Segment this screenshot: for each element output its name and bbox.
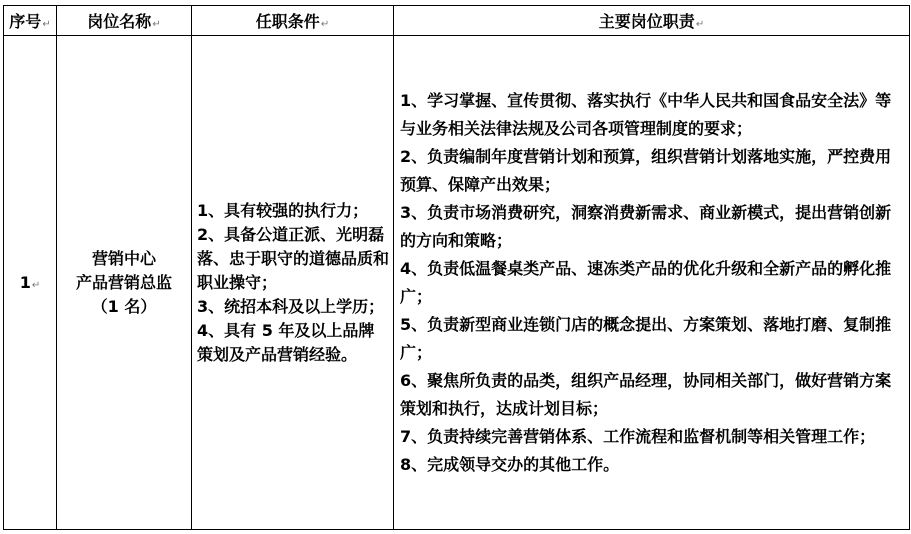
duties-cell [394, 36, 910, 530]
header-index: 序号↵ [4, 6, 57, 36]
paragraph-mark: ↵ [42, 19, 51, 30]
header-row [4, 6, 910, 36]
position-line: 营销中心 [91, 248, 156, 268]
duty-item: 8、完成领导交办的其他工作。 [400, 454, 620, 474]
duty-item: 7、负责持续完善营销体系、工作流程和监督机制等相关管理工作； [400, 426, 876, 446]
duty-item: 6、聚焦所负责的品类，组织产品经理，协同相关部门，做好营销方案策划和执行，达成计划目标； [400, 370, 892, 418]
header-position: 岗位名称↵ [57, 6, 192, 36]
position-line: 产品营销总监 [75, 272, 172, 292]
table-row [4, 36, 910, 530]
requirement-item: 1、具有较强的执行力； [197, 200, 369, 220]
duty-item: 1、学习掌握、宣传贯彻、落实执行《中华人民共和国食品安全法》等与业务相关法律法规及公司各项管理制度的要求； [400, 90, 892, 138]
duty-item: 4、负责低温餐桌类产品、速冻类产品的优化升级和全新产品的孵化推广； [400, 258, 892, 306]
row-index: 1↵ [4, 36, 57, 530]
job-table [3, 5, 910, 530]
duty-item: 2、负责编制年度营销计划和预算，组织营销计划落地实施，严控费用预算、保障产出效果； [400, 146, 892, 194]
position-name [57, 36, 192, 530]
requirements-cell [192, 36, 394, 530]
paragraph-mark: ↵ [695, 19, 705, 30]
paragraph-mark: ↵ [31, 280, 41, 291]
paragraph-mark: ↵ [320, 19, 330, 30]
duty-item: 3、负责市场消费研究，洞察消费新需求、商业新模式，提出营销创新的方向和策略； [400, 202, 892, 250]
requirement-item: 3、统招本科及以上学历； [197, 296, 385, 316]
paragraph-mark: ↵ [152, 19, 161, 30]
header-duties: 主要岗位职责↵ [394, 6, 910, 36]
position-line: （1 名） [91, 296, 157, 316]
requirement-item: 2、具备公道正派、光明磊落、忠于职守的道德品质和职业操守； [197, 224, 390, 292]
duty-item: 5、负责新型商业连锁门店的概念提出、方案策划、落地打磨、复制推广； [400, 314, 892, 362]
header-requirements: 任职条件↵ [192, 6, 394, 36]
requirement-item: 4、具有 5 年及以上品牌策划及产品营销经验。 [197, 320, 375, 364]
